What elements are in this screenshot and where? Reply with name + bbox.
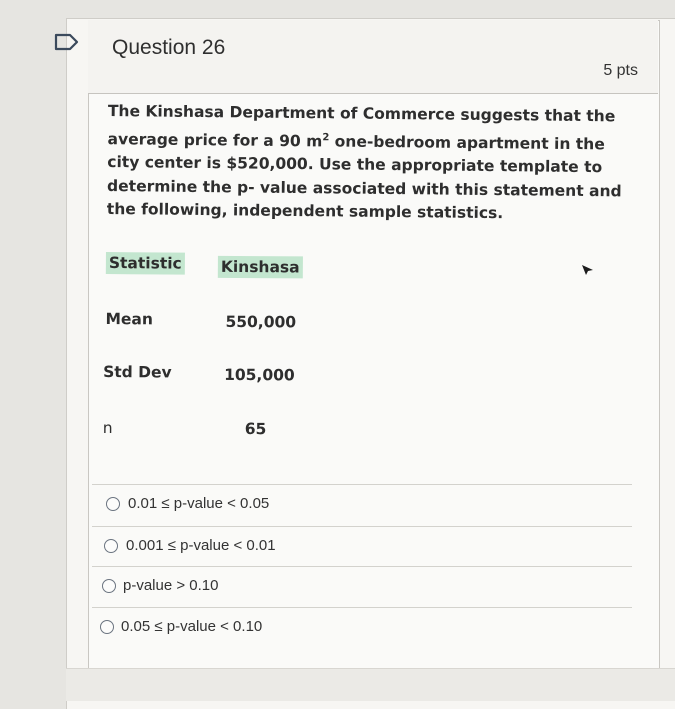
radio-button[interactable]	[104, 539, 118, 553]
answer-option[interactable]	[92, 566, 632, 607]
question-points: 5 pts	[603, 62, 638, 79]
answer-option-label[interactable]: p-value > 0.10	[123, 577, 219, 594]
mouse-pointer-icon	[580, 262, 594, 276]
page-bottom-shadow	[66, 668, 675, 701]
answer-option-label[interactable]: 0.01 ≤ p-value < 0.05	[128, 495, 270, 512]
table-row-label: Mean	[105, 310, 154, 329]
question-text-part2: one-bedroom apartment in the city center is $520,000. Use the appropriate template to determine the p- value associated with this statement and the following, independent sample statistics.	[106, 131, 622, 223]
radio-button[interactable]	[102, 579, 116, 593]
answer-option[interactable]	[92, 526, 632, 567]
answer-option-label[interactable]: 0.001 ≤ p-value < 0.01	[126, 537, 276, 554]
radio-button[interactable]	[100, 620, 114, 634]
table-row-label: Std Dev	[103, 363, 172, 382]
superscript: 2	[322, 131, 330, 143]
table-header-city: Kinshasa	[218, 258, 303, 277]
question-title: Question 26	[112, 36, 226, 59]
answer-option[interactable]	[92, 607, 632, 648]
question-text	[107, 100, 628, 227]
question-header	[88, 20, 658, 94]
table-row-value: 105,000	[224, 365, 295, 385]
table-row-value: 65	[244, 420, 267, 439]
bookmark-flag-icon[interactable]	[54, 33, 80, 51]
table-header-statistic: Statistic	[106, 254, 185, 273]
table-row-value: 550,000	[225, 312, 297, 332]
radio-button[interactable]	[106, 497, 120, 511]
answer-option-label[interactable]: 0.05 ≤ p-value < 0.10	[121, 618, 263, 635]
answer-option[interactable]	[92, 484, 632, 525]
table-row-label: n	[102, 419, 113, 438]
question-text-part1: The Kinshasa Department of Commerce suggests that the average price for a 90 m	[107, 101, 616, 150]
